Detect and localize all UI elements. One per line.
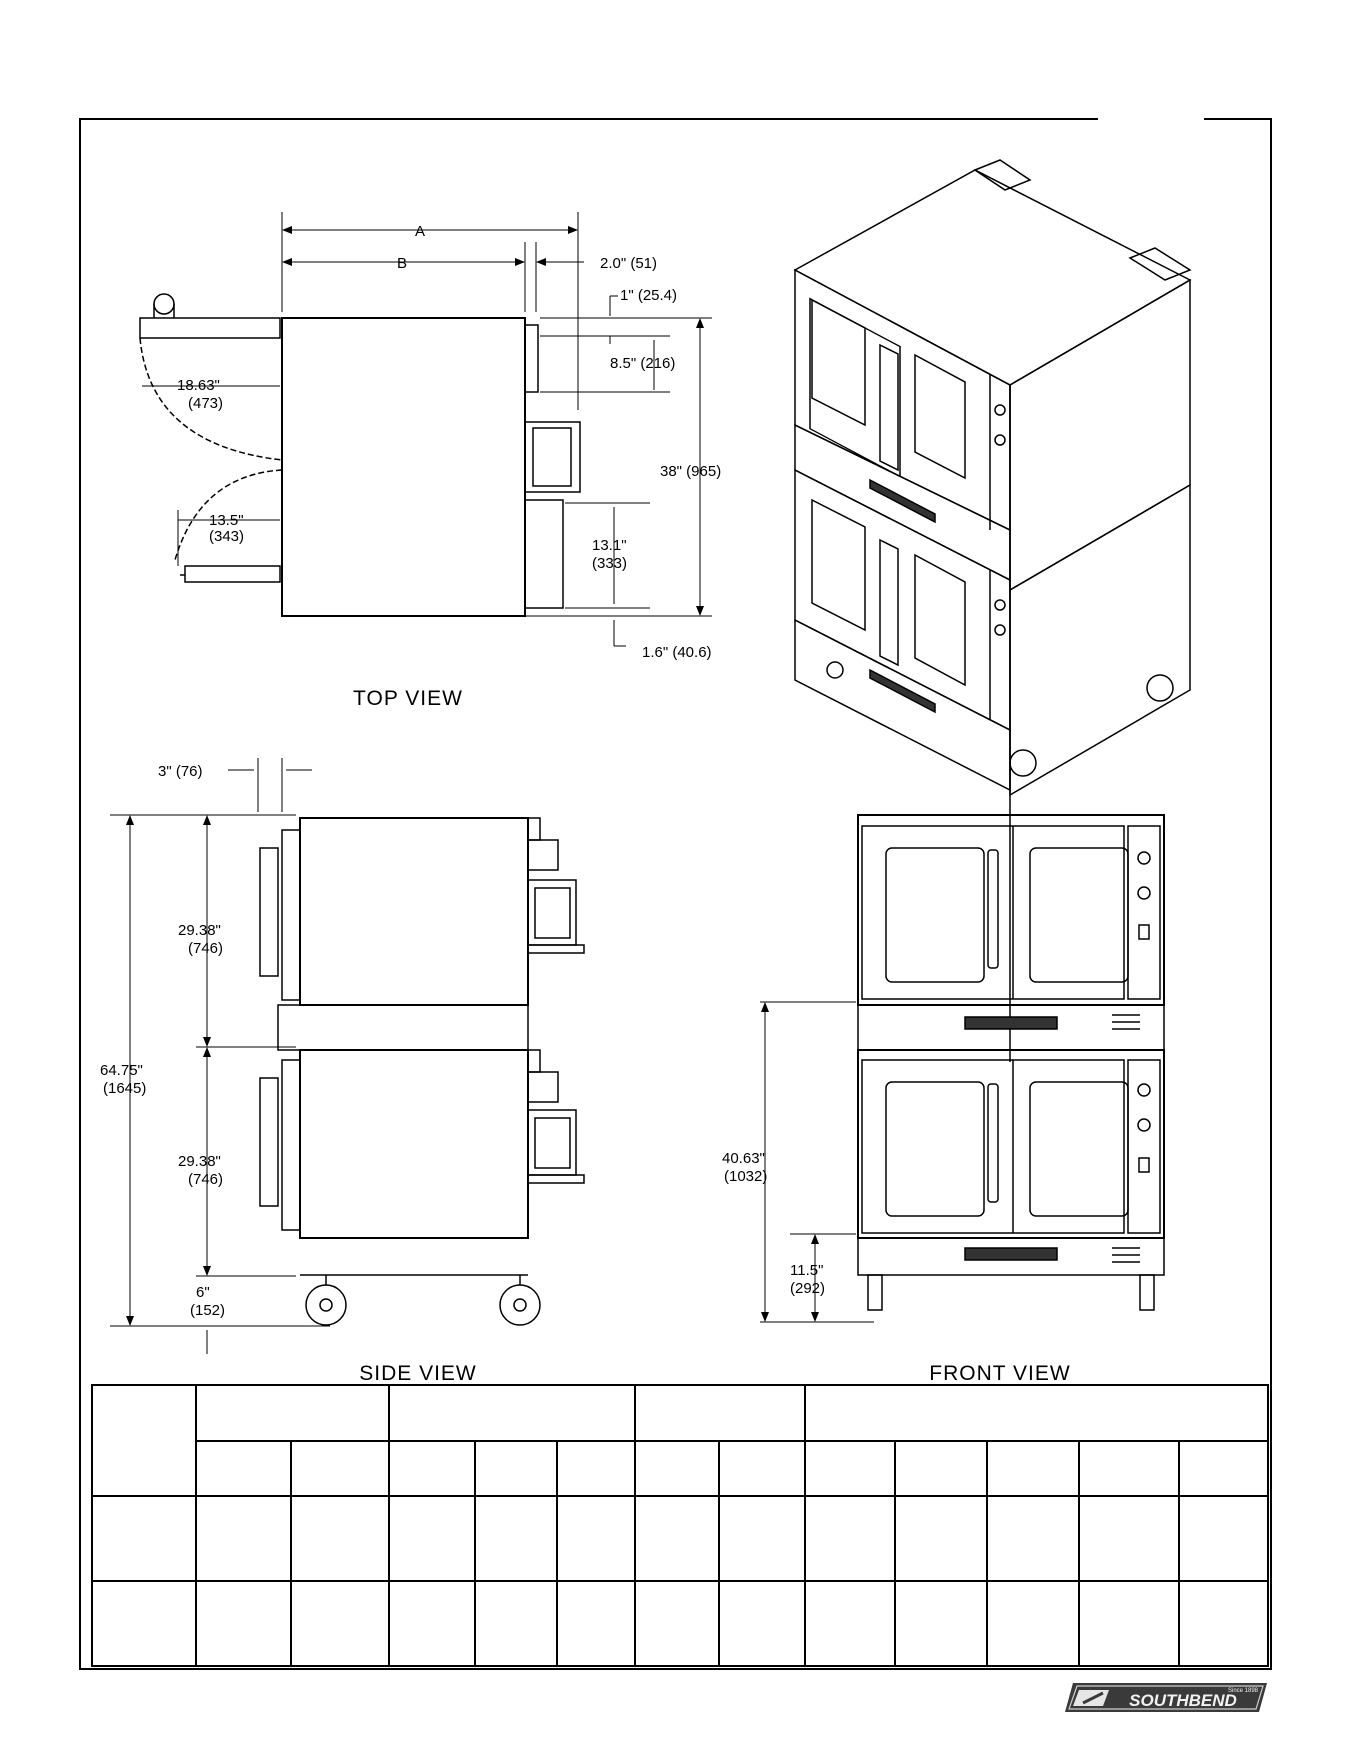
isometric-view bbox=[795, 160, 1190, 1062]
table-cell bbox=[719, 1496, 805, 1581]
table-cell bbox=[196, 1385, 389, 1441]
dim-label-3in: 3" (76) bbox=[158, 763, 203, 780]
logo-wordmark: SOUTHBEND bbox=[1129, 1691, 1237, 1710]
dim-label-64-75-mm: (1645) bbox=[103, 1080, 147, 1097]
dim-label-29-38-upper-mm: (746) bbox=[188, 940, 224, 957]
front-view-drawing bbox=[760, 815, 1164, 1322]
dim-label-29-38-upper: 29.38" bbox=[178, 922, 221, 939]
table-row bbox=[92, 1581, 1268, 1666]
side-view-caption: SIDE VIEW bbox=[359, 1362, 477, 1385]
table-cell bbox=[557, 1581, 635, 1666]
table-cell bbox=[805, 1441, 895, 1496]
dim-label-1-6in: 1.6" (40.6) bbox=[642, 644, 712, 661]
table-cell bbox=[475, 1496, 557, 1581]
dim-label-13-5-mm: (343) bbox=[209, 528, 245, 545]
table-cell bbox=[557, 1496, 635, 1581]
table-cell bbox=[805, 1496, 895, 1581]
dim-label-1in: 1" (25.4) bbox=[620, 287, 678, 304]
top-view-caption: TOP VIEW bbox=[353, 687, 463, 710]
dim-label-13-5: 13.5" bbox=[209, 512, 244, 529]
dim-label-11-5-mm: (292) bbox=[790, 1280, 826, 1297]
top-view-drawing bbox=[140, 212, 712, 646]
dim-label-64-75: 64.75" bbox=[100, 1062, 143, 1079]
table-cell bbox=[805, 1581, 895, 1666]
dim-label-11-5: 11.5" bbox=[790, 1262, 824, 1279]
table-cell bbox=[987, 1496, 1079, 1581]
dim-label-13-1-mm: (333) bbox=[592, 555, 628, 572]
table-cell bbox=[1079, 1496, 1179, 1581]
table-cell bbox=[291, 1496, 389, 1581]
dim-label-6in: 6" bbox=[196, 1284, 210, 1301]
table-cell bbox=[389, 1496, 475, 1581]
table-cell bbox=[719, 1441, 805, 1496]
side-view-drawing bbox=[110, 758, 584, 1354]
dim-label-6in-mm: (152) bbox=[190, 1302, 226, 1319]
table-cell bbox=[987, 1441, 1079, 1496]
table-cell bbox=[196, 1496, 291, 1581]
table-cell bbox=[635, 1581, 719, 1666]
table-row bbox=[92, 1496, 1268, 1581]
table-cell bbox=[1079, 1581, 1179, 1666]
table-cell bbox=[196, 1441, 291, 1496]
southbend-logo bbox=[1063, 1681, 1269, 1714]
table-cell bbox=[389, 1385, 635, 1441]
table-cell bbox=[987, 1581, 1079, 1666]
table-cell bbox=[291, 1581, 389, 1666]
table-cell bbox=[475, 1581, 557, 1666]
table-cell bbox=[389, 1581, 475, 1666]
table-cell bbox=[719, 1581, 805, 1666]
table-cell bbox=[1179, 1581, 1268, 1666]
table-cell bbox=[196, 1581, 291, 1666]
table-cell bbox=[635, 1385, 805, 1441]
dim-label-13-1: 13.1" bbox=[592, 537, 627, 554]
table-cell bbox=[92, 1385, 196, 1496]
table-cell bbox=[895, 1441, 987, 1496]
dim-label-18-63: 18.63" bbox=[177, 377, 220, 394]
table-cell bbox=[805, 1385, 1268, 1441]
table-cell bbox=[389, 1441, 475, 1496]
dim-label-29-38-lower: 29.38" bbox=[178, 1153, 221, 1170]
spec-table bbox=[91, 1384, 1269, 1667]
front-view-caption: FRONT VIEW bbox=[929, 1362, 1071, 1385]
dim-label-8-5in: 8.5" (216) bbox=[610, 355, 676, 372]
table-cell bbox=[92, 1581, 196, 1666]
table-cell bbox=[635, 1441, 719, 1496]
dim-label-18-63-mm: (473) bbox=[188, 395, 224, 412]
dim-label-2in: 2.0" (51) bbox=[600, 255, 658, 272]
dim-label-b: B bbox=[396, 255, 408, 272]
logo-since: Since 1898 bbox=[1228, 1688, 1259, 1694]
table-cell bbox=[92, 1496, 196, 1581]
table-cell bbox=[1179, 1441, 1268, 1496]
table-cell bbox=[895, 1581, 987, 1666]
table-cell bbox=[291, 1441, 389, 1496]
dim-label-29-38-lower-mm: (746) bbox=[188, 1171, 224, 1188]
dim-label-40-63-mm: (1032) bbox=[724, 1168, 768, 1185]
dim-label-40-63: 40.63" bbox=[722, 1150, 765, 1167]
dim-label-38in: 38" (965) bbox=[660, 463, 722, 480]
table-cell bbox=[895, 1496, 987, 1581]
table-cell bbox=[557, 1441, 635, 1496]
table-cell bbox=[1179, 1496, 1268, 1581]
dim-label-a: A bbox=[414, 223, 426, 240]
table-cell bbox=[475, 1441, 557, 1496]
table-cell bbox=[1079, 1441, 1179, 1496]
table-cell bbox=[635, 1496, 719, 1581]
